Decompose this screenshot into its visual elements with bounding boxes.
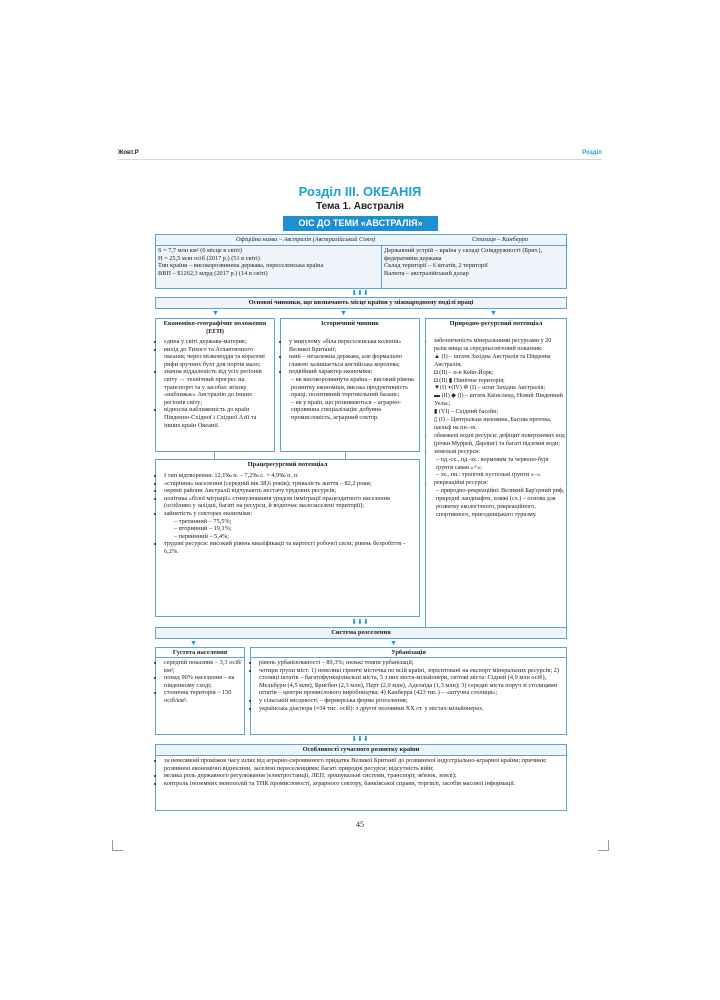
down-arrow-icon: ▼ (490, 309, 497, 317)
official-left-line: Тип країни – високорозвинена держава, переселенська країна (158, 262, 324, 270)
official-left-line: ВВП – $1262,3 млрд (2017 р.) (14 в світі) (158, 269, 268, 277)
list-item: • «старіння» населення (середній вік 38,6 років); тривалість життя – 82,2 роки; (164, 480, 418, 488)
sub-item: – пд.-сх., пд.-зх.: кормовим та червоно-бурі ґрунти саван «+»; (436, 456, 549, 471)
historic-title: Історичний чинник (320, 320, 380, 327)
official-name: Офіційна назва – Австралія (Австралійський Союз) (236, 236, 376, 243)
sub-item: ▮ (VІ) – Східний басейн; (434, 409, 499, 416)
list-item: • рекреаційні ресурси: (434, 480, 565, 488)
density-list (156, 659, 243, 705)
official-left-line: Н = 25,5 млн осіб (2017 р.) (51 в світі) (158, 254, 260, 262)
list-item: • відносна наближеність до країн Південно-Східної і Східної Азії та інших країн Океанії. (164, 406, 272, 429)
modern-list (156, 757, 564, 787)
header-left: Жовт.Р (118, 150, 139, 156)
natural-list (426, 338, 565, 520)
list-item: • трудові ресурси: високий рівень кваліфікації та вартості робочої сили; рівень безробіття – 6,2%. (164, 540, 418, 555)
list-item: • нині – незалежна держава, але формально главою залишається англійська королева; (289, 353, 417, 368)
sub-item: – як у країн, що розвиваються – аграрно-сировинна спеціалізація: добувна промисловість, аграрний сектор. (291, 398, 401, 421)
arrows-2: ⬇⬇⬇ (351, 618, 369, 626)
density-title: Густота населення (172, 649, 228, 656)
banner: ОІС ДО ТЕМИ «АВСТРАЛІЯ» (283, 216, 438, 231)
list-item: • значна віддаленість від усіх регіонів світу → технічний прогрес на транспорті та у засобах зв'язку «наближає» Австралію до інших регіонів світу; (164, 368, 272, 406)
labor-title: Працересурсний потенціал (247, 461, 328, 468)
list-item: • І тип відтворення: 12,1‰ н. – 7,2‰ с. = 4,9‰ п. п. (164, 472, 418, 480)
sub-item: ▯ (І) – Центральна низовина, Басова протока, шельф на пн.-зх. (434, 417, 552, 431)
sub-item: ◘ (ІІ) – п-в Кейп-Йорк; (434, 369, 494, 376)
historic-list (281, 338, 417, 422)
arrows-1: ⬇⬇⬇ (351, 289, 369, 297)
list-item: • велика роль державного регулювання (електростанції, ЛЕП, зрошувальні системи, транспорт, зв'язок, землі); (164, 772, 564, 780)
down-arrow-icon: ▼ (190, 639, 197, 647)
page-number: 45 (356, 820, 364, 829)
list-item: • окремі райони Австралії відчувають нестачу трудових ресурсів; (164, 487, 418, 495)
official-right (384, 247, 564, 277)
list-item: • контроль іноземних монополій та ТНК промисловості, аграрного сектору, банківської справи, торгівлі, засобів масової інформації. (164, 780, 564, 788)
egp-title: Економіко-географічне положення (ЕГП) (163, 320, 267, 335)
official-right-line: Валюта – австралійський долар (384, 269, 469, 277)
list-item: • рівень урбанізованості – 89,3%; низькі темпи урбанізації; (259, 659, 564, 667)
labor-list (156, 472, 418, 556)
crop-mark (598, 840, 609, 851)
settlement-title: Система розселення (331, 629, 391, 636)
urban-title: Урбанізація (391, 649, 426, 656)
list-item: • обмежені водні ресурси: дефіцит поверхневих вод (річки Муррей, Дарлінг) та багаті підземні води; (434, 433, 565, 449)
list-item: • єдина у світі держава-материк; (164, 338, 272, 346)
list-item: • столична територія – 150 осіб/км². (164, 689, 243, 704)
list-item: • політика «білої міграції» стимулювання урядом імміграції працездатного населення (особливо у західні, багаті на ресурси, й водночас малозаселені території); (164, 495, 418, 510)
list-item: • середній показник – 3,3 осіб/км²; (164, 659, 243, 674)
official-right-line: Склад території – 6 штатів, 2 території (384, 262, 488, 270)
list-item: • у минулому «біла переселенська колонія» Великої Британії; (289, 338, 417, 353)
natural-title: Природно-ресурсний потенціал (449, 320, 543, 327)
list-item: • чотири групи міст: 1) невеликі гірничі містечка по всій країні, зорієнтовані на експорт мінеральних ресурсів; 2) столиці штатів – багатофункціональні міста, 5 з них міста-мільйонери, світові міста: Сідней (4,9 млн осіб), Мельбурн (4,5 млн), Брисбен (2,3 млн), Перт (2,0 млн), Аделаїда (1,3 млн); 3) середні міста поруч зі столицями штатів – центри промислового виробництва; 4) Канберра (423 тис.) – «штучна столиця»; (259, 667, 564, 697)
urban-divider (251, 657, 566, 658)
sub-item: – зх., пн.: тропічні пустельні ґрунти «–». (436, 472, 542, 479)
list-item: • у сільській місцевості – фермерська форма розселення; (259, 697, 564, 705)
sub-item: ▼(І) ◖(ІV) ✲ (І) – штат Західна Австралія; (434, 385, 546, 392)
sub-item: ▲ (І) – штати Західна Австралія та Південна Австралія; (434, 353, 551, 368)
sub-item: ▬ (ІІ) ◆ (І) – штати Квінсленд, Новий Південний Уельс; (434, 393, 563, 408)
list-item: • забезпеченість мінеральними ресурсами у 20 разів вища за середньосвітовий показник: (434, 338, 565, 354)
sub-item: – третинний – 75,5%; (174, 517, 232, 525)
list-item: • вихід до Тихого та Атлантичного океанів; через мілководдя та коралові рифи зручних бухт для портів мало; (164, 346, 272, 369)
sub-item: – первинний – 5,4%; (174, 532, 230, 540)
urban-list (251, 659, 564, 712)
list-item: • подвійний характер економіки: (289, 368, 417, 376)
official-left-line: S = 7,7 млн км² (6 місце в світі) (158, 247, 242, 254)
crop-mark (112, 840, 123, 851)
main-factors-title: Основні чинники, що визначають місце країни у міжнародному поділі праці (248, 299, 474, 306)
official-divider (156, 245, 566, 246)
list-item: • за невеликий проміжок часу шлях від аграрно-сировинного придатка Великої Британії до розвиненої індустріально-аграрної країни; причини: розвинені економічні відносини, заселені переселенцями; багаті природні ресурси; відсутність війн; (164, 757, 564, 772)
down-arrow-icon: ▼ (390, 639, 397, 647)
down-arrow-icon: ▼ (212, 309, 219, 317)
sub-item: – вторинний – 19,1%; (174, 525, 232, 533)
list-item: • українська діаспора (≈34 тис. осіб): з другої половини ХХ ст. у містах-мільйонерах. (259, 705, 564, 713)
down-arrow-icon: ▼ (340, 309, 347, 317)
list-item: • понад 90% населення – на південному сході; (164, 674, 243, 689)
sub-item: ◘ (ІІ) ▮ Північна територія; (434, 377, 505, 384)
topic-title: Тема 1. Австралія (316, 201, 404, 212)
sub-item: – як високорозвинута країна – високий рівень розвитку економіки, висока продуктивність праці, позитивний торговельний баланс; (291, 375, 415, 399)
sub-item: – природно-рекреаційні: Великий Бар'єрний риф, природні ландшафти, пляжі (сх.) – основа для розвитку екологічного, рекреаційного, спортивного, пригодницького туризму. (436, 488, 565, 518)
section-title: Розділ ІІІ. ОКЕАНІЯ (298, 184, 422, 199)
header-rule (118, 159, 602, 160)
arrows-3: ⬇⬇⬇ (351, 735, 369, 743)
list-item: • зайнятість у секторах економіки: (164, 510, 418, 518)
official-left (158, 247, 378, 277)
official-right-line: Державний устрій – країна у складі Співдружності (Брит.), федеративна держава (384, 247, 543, 262)
density-divider (156, 657, 244, 658)
list-item: • земельні ресурси: (434, 449, 565, 457)
header-right: Розділ (582, 150, 602, 156)
egp-list (156, 338, 272, 429)
modern-title: Особливості сучасного розвитку країни (302, 746, 420, 753)
official-vdivider (381, 245, 382, 288)
capital: Столиця – Канберра (472, 236, 528, 243)
